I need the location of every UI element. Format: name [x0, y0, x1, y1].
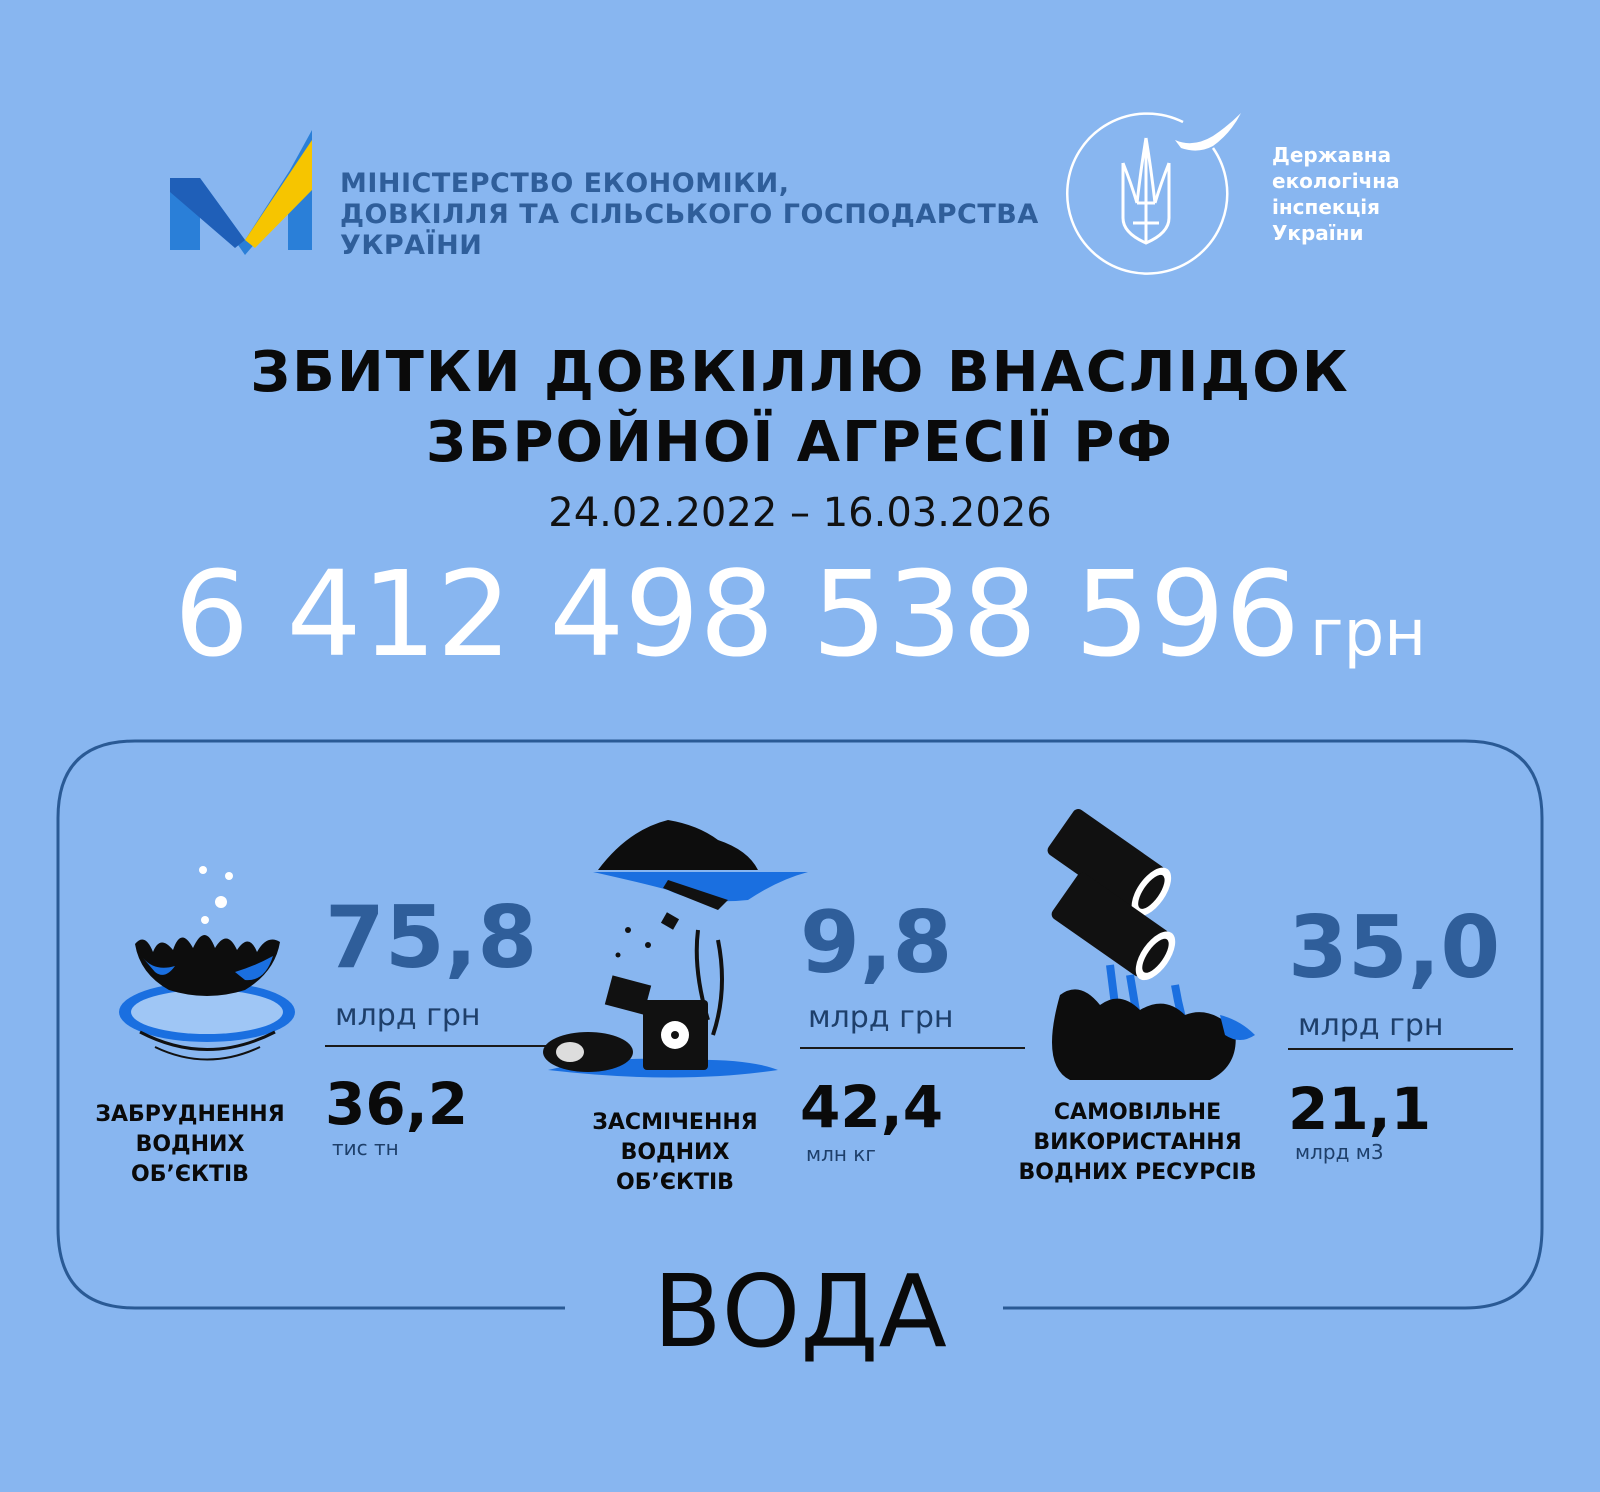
divider [1288, 1048, 1513, 1050]
label-line: ВОДНИХ [620, 1140, 730, 1165]
total-damage [0, 545, 1600, 693]
amount-value: 42,4 [800, 1073, 944, 1141]
inspection-emblem-icon [1063, 108, 1245, 280]
damage-unit: млрд грн [1298, 1008, 1444, 1043]
pipes-discharge-icon [1000, 815, 1265, 1080]
page-title-line-2: ЗБРОЙНОЇ АГРЕСІЇ РФ [426, 410, 1174, 475]
ministry-line: ДОВКІЛЛЯ ТА СІЛЬСЬКОГО ГОСПОДАРСТВА [340, 199, 1039, 230]
inspection-line: екологічна [1272, 169, 1400, 193]
inspection-name [1272, 142, 1400, 246]
waste-dumping-icon [548, 820, 808, 1085]
damage-unit: млрд грн [335, 998, 481, 1033]
divider [800, 1047, 1025, 1049]
label-line: ВОДНИХ РЕСУРСІВ [1018, 1160, 1257, 1185]
inspection-line: України [1272, 221, 1364, 245]
period-dates: 24.02.2022 – 16.03.2026 [548, 490, 1052, 536]
label-line: ВОДНИХ [135, 1132, 245, 1157]
amount-value: 21,1 [1288, 1075, 1432, 1143]
item-label [570, 1108, 780, 1198]
label-line: ЗАСМІЧЕННЯ [592, 1110, 758, 1135]
label-line: ОБ’ЄКТІВ [131, 1162, 249, 1187]
label-line: ЗАБРУДНЕННЯ [95, 1102, 285, 1127]
amount-unit: млн кг [806, 1142, 876, 1166]
label-line: САМОВІЛЬНЕ [1053, 1100, 1222, 1125]
item-label [85, 1100, 295, 1190]
damage-value: 9,8 [800, 893, 953, 993]
total-amount: 6 412 498 538 596 [173, 545, 1300, 683]
ministry-logo-icon [170, 130, 320, 255]
damage-unit: млрд грн [808, 1000, 954, 1035]
amount-unit: тис тн [332, 1136, 399, 1160]
page-title-line-1: ЗБИТКИ ДОВКІЛЛЮ ВНАСЛІДОК [250, 340, 1350, 405]
inspection-line: інспекція [1272, 195, 1381, 219]
amount-value: 36,2 [325, 1070, 469, 1138]
ministry-name [340, 168, 1039, 261]
label-line: ВИКОРИСТАННЯ [1033, 1130, 1242, 1155]
ministry-line: МІНІСТЕРСТВО ЕКОНОМІКИ, [340, 168, 790, 199]
divider [325, 1045, 550, 1047]
ministry-line: УКРАЇНИ [340, 230, 483, 261]
water-splash-icon [115, 862, 300, 1077]
inspection-line: Державна [1272, 143, 1392, 167]
damage-value: 75,8 [325, 888, 538, 988]
section-title: ВОДА [653, 1253, 947, 1370]
damage-value: 35,0 [1288, 898, 1501, 998]
amount-unit: млрд м3 [1295, 1140, 1384, 1164]
item-label [1005, 1098, 1270, 1188]
total-currency: грн [1309, 597, 1427, 671]
label-line: ОБ’ЄКТІВ [616, 1170, 734, 1195]
